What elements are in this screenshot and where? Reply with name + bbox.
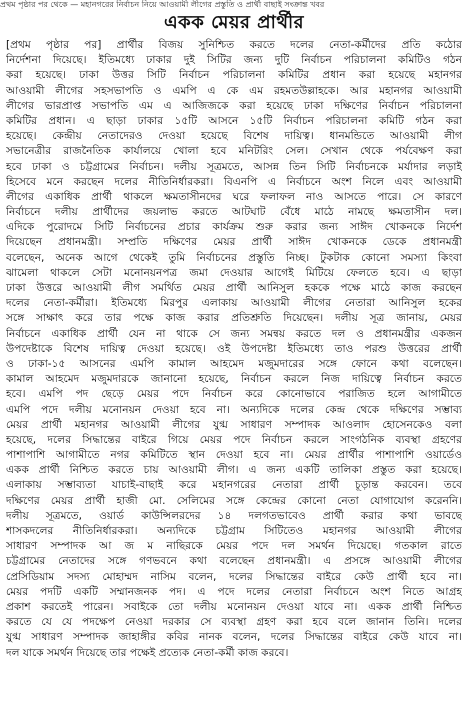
article-line: ঝামেলা থাকলে সেটা মনোনয়নপত্র জমা দেওয়ার আগেই মিটিয়ে ফেলতে হবে। এ ছাড়া [6, 266, 462, 279]
article-line: করতে যে যে পদক্ষেপ নেওয়া দরকার সে ব্যবস্থা গ্রহণ করা হবে বলে জানান তিনি। দলের [6, 616, 462, 629]
article-line: প্রকাশ করতেই পারেন। সবাইকে তো দলীয় মনোনয়ন দেওয়া যাবে না। একক প্রার্থী নিশ্চিত [6, 600, 462, 613]
article-line: সাধারণ সম্পাদক আ জ ম নাছিরকে মেয়র পদে দল সমর্থন দিয়েছে। গতকাল রাতে [6, 540, 462, 553]
article-line: [প্রথম পৃষ্ঠার পর] প্রার্থীর বিজয় সুনিশ্চিত করতে দলের নেতা-কর্মীদের প্রতি কঠোর [6, 39, 462, 51]
article-line: দলীয় সূত্রমতে, ওয়ার্ড কাউন্সিলরদের ১৪ দলগতভাবেও প্রার্থী করার কথা ভাবছে [6, 509, 462, 522]
article-line: এদিকে পুরোদমে সিটি নির্বাচনের প্রচার কার্যক্রম শুরু করার জন্য সাঈদ খোকনকে নির্দেশ [6, 221, 462, 234]
article-line: একক প্রার্থী নিশ্চিত করতে চায় আওয়ামী লীগ। এ জন্য একটি তালিকা প্রস্তুত করা হয়েছে। [6, 464, 462, 477]
article-line: উপদেষ্টাকে বিশেষ দায়িত্ব দেওয়া হয়েছে। ওই উপদেষ্টা ইতিমধ্যে তাও পরশু উত্তরের প্রার্থী [6, 342, 462, 355]
article-line: আওয়ামী লীগের সহসভাপতি ও এমপি এ কে এম রহমতউল্লাহকে। আর মহানগর আওয়ামী [6, 84, 462, 97]
article-line: ও ঢাকা-১৫ আসনের এমপি কামাল আহমেদ মজুমদারের সঙ্গে ফোনে কথা বলেছেন। [6, 357, 462, 370]
article-line: নির্দেশনা দিয়েছে। ইতিমধ্যে ঢাকার দুই সিটির জন্য দুটি নির্বাচন পরিচালনা কমিটিও গঠন [6, 54, 462, 67]
article-line: মেয়র পদটি একটি সম্মানজনক পদ। এ পদে দলের নেতারা নির্বাচনে অংশ নিতে আগ্রহ [6, 585, 462, 598]
article-line: এমপি পদে দলীয় মনোনয়ন দেওয়া হবে না। অন্যদিকে দলের কেন্দ্র থেকে দক্ষিণের সম্ভাব্য [6, 403, 462, 416]
article-line: নির্বাচনে একাধিক প্রার্থী যেন না থাকে সে জন্য সমন্বয় করতে দল ও প্রধানমন্ত্রীর একজন [6, 327, 462, 340]
article-line: শাসকদলের নীতিনির্ধারকরা। অন্যদিকে চট্টগ্রাম সিটিতেও মহানগর আওয়ামী লীগের [6, 525, 462, 537]
article-line: হবে। এমপি পদ ছেড়ে মেয়র পদে নির্বাচন করে কোনোভাবে পরাজিত হলে আগামীতে [6, 388, 462, 401]
article-line: পাশাপাশি আগামীতে নগর কমিটিতে স্থান দেওয়া হবে না। মেয়র প্রার্থীর পাশাপাশি ওয়ার্ডেও [6, 449, 462, 462]
article-line: কামাল আহমেদ মজুমদারকে জানানো হয়েছে, নির্বাচন করলে নিজ দায়িত্বে নির্বাচন করতে [6, 373, 462, 386]
article-line: প্রেসিডিয়াম সদস্য মোহাম্মদ নাসিম বলেন, দলের সিদ্ধান্তের বাইরে কেউ প্রার্থী হবে না। [6, 570, 462, 583]
article-line: যুগ্ম সাধারণ সম্পাদক জাহাঙ্গীর কবির নানক বলেন, দলের সিদ্ধান্তের বাইরে কেউ যাবে না। [6, 631, 462, 644]
article-line: দক্ষিণের মেয়র প্রার্থী হাজী মো. সেলিমের সঙ্গে কেন্দ্রের কোনো নেতা যোগাযোগ করেননি। [6, 494, 462, 507]
article-line: লীগের ভারপ্রাপ্ত সভাপতি এম এ আজিজকে করা হয়েছে ঢাকা দক্ষিণের নির্বাচন পরিচালনা [6, 99, 462, 112]
article-line: দলের নেতা-কর্মীরা। ইতিমধ্যে মিরপুর এলাকায় আওয়ামী লীগের নেতারা আনিসুল হকের [6, 297, 462, 310]
article-line: সভানেত্রীর রাজনৈতিক কার্যালয়ে খোলা হবে মনিটরিং সেল। সেখান থেকে পর্যবেক্ষণ করা [6, 145, 462, 158]
article-line: দল যাকে সমর্থন দিয়েছে তার পক্ষেই প্রত্যেক নেতা-কর্মী কাজ করবে। [6, 646, 289, 659]
article-line: সঙ্গে সাক্ষাৎ করে তার পক্ষে কাজ করার প্রতিশ্রুতি দিয়েছেন। দলীয় সূত্র জানায়, মেয়র [6, 312, 462, 325]
article-line: কমিটির প্রধান। এ ছাড়া ঢাকার ১৫টি আসনে ১৫টি নির্বাচন পরিচালনা কমিটি গঠন করা [6, 114, 462, 127]
article-line: দিয়েছেন প্রধানমন্ত্রী। সম্প্রতি দক্ষিণের মেয়র প্রার্থী সাঈদ খোকনকে ডেকে প্রধানমন্ত্রী [6, 236, 462, 249]
article-line: মেয়র প্রার্থী মহানগর আওয়ামী লীগের যুগ্ম সাধারণ সম্পাদক আওলাদ হোসেনকেও বলা [6, 418, 462, 431]
article-line: ঢাকা উত্তরে আওয়ামী লীগ সমর্থিত মেয়র প্রার্থী আনিসুল হককে পক্ষে মাঠে কাজ করছেন [6, 282, 462, 294]
article-line: হয়েছে, দলের সিদ্ধান্তের বাইরে গিয়ে মেয়র পদে নির্বাচন করলে সাংগঠনিক ব্যবস্থা গ্রহণের [6, 433, 462, 446]
article-line: হয়েছে। কেন্দ্রীয় নেতাদেরও দেওয়া হয়েছে বিশেষ দায়িত্ব। ধানমন্ডিতে আওয়ামী লীগ [6, 130, 462, 143]
article-line: এলাকায় সম্ভাব্যতা যাচাই-বাছাই করে মহানগরের নেতারা প্রার্থী চূড়ান্ত করবেন। তবে [6, 479, 462, 492]
article-line: হিসেবে মনে করছেন দলের নীতিনির্ধারকরা। বিএনপি এ নির্বাচনে অংশ নিলে এবং আওয়ামী [6, 175, 462, 188]
article-line: হবে ঢাকা ও চট্টগ্রামের নির্বাচন। দলীয় সূত্রমতে, আসন্ন তিন সিটি নির্বাচনকে মর্যাদার লড়াই [6, 160, 462, 173]
article-line: বলেছেন, অনেক আগে থেকেই তুমি নির্বাচনের প্রস্তুতি নিচ্ছ। টুকটাক কোনো সমস্যা কিংবা [6, 251, 462, 264]
article-body [6, 38, 462, 724]
article-line: লীগের একাধিক প্রার্থী থাকলে ক্ষমতাসীনদের ঘরে ফলাফল নাও আসতে পারে। সে কারণে [6, 190, 462, 203]
article-line: নির্বাচনে দলীয় প্রার্থীদের জয়লাভ করতে আটঘাট বেঁধে মাঠে নামছে ক্ষমতাসীন দল। [6, 206, 462, 219]
previous-article-strip: প্রথম পৃষ্ঠার পর থেকে — মহানগরের নির্বাচন নিয়ে আওয়ামী লীগের প্রস্তুতি ও প্রার্থী বাছাই সংক্রান্ত খবর [0, 0, 325, 9]
article-headline: একক মেয়র প্রার্থীর [163, 12, 305, 33]
article-line: করা হয়েছে। ঢাকা উত্তর সিটি নির্বাচন পরিচালনা কমিটির প্রধান করা হয়েছে মহানগর [6, 69, 462, 82]
article-line: চট্টগ্রামের নেতাদের সঙ্গে গণভবনে কথা বলেছেন প্রধানমন্ত্রী। এ প্রসঙ্গে আওয়ামী লীগের [6, 555, 462, 568]
